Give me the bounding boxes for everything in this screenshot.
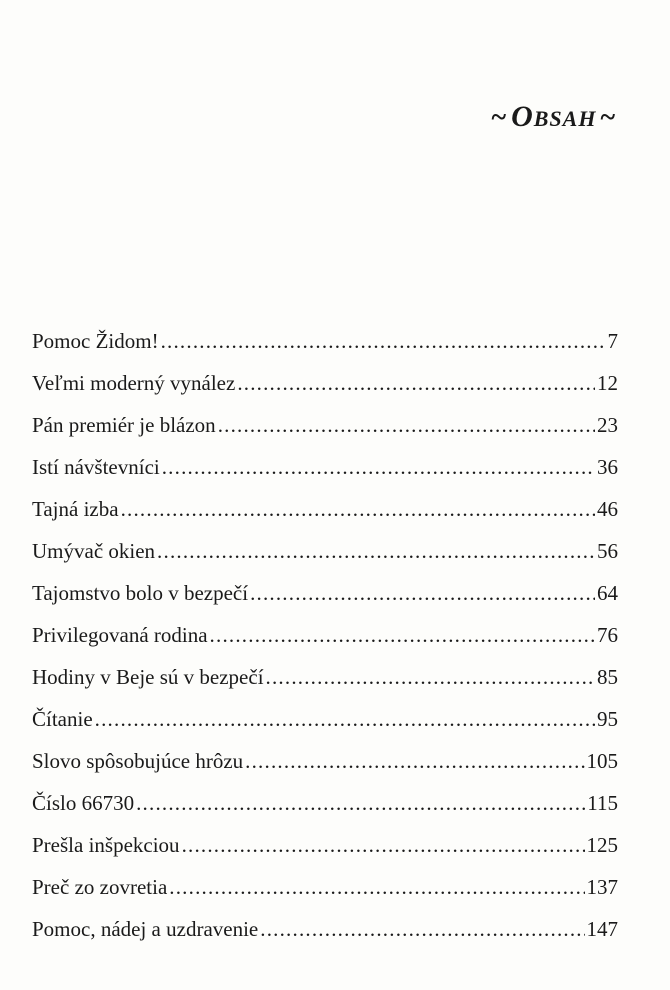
toc-entry-title: Pomoc, nádej a uzdravenie (32, 917, 259, 941)
toc-dot-leader (121, 488, 595, 530)
toc-entry-page: 23 (597, 413, 618, 437)
toc-entry (32, 362, 618, 404)
toc-entry-page: 115 (587, 791, 618, 815)
toc-dot-leader (169, 866, 584, 908)
toc-entry (32, 614, 618, 656)
toc-entry-page: 46 (597, 497, 618, 521)
toc-entry-title: Pán premiér je blázon (32, 413, 216, 437)
toc-entry-title: Číslo 66730 (32, 791, 135, 815)
heading-initial: O (511, 100, 534, 133)
contents-heading (488, 100, 621, 134)
toc-entry-page: 76 (597, 623, 618, 647)
toc-entry-page: 125 (586, 833, 618, 857)
toc-entry-title: Tajomstvo bolo v bezpečí (32, 581, 249, 605)
toc-entry-title: Čítanie (32, 707, 93, 731)
toc-dot-leader (136, 782, 585, 824)
toc-dot-leader (250, 572, 595, 614)
toc-entry (32, 824, 618, 866)
toc-entry (32, 866, 618, 908)
toc-entry-page: 64 (597, 581, 618, 605)
toc-dot-leader (210, 614, 595, 656)
toc-entry (32, 698, 618, 740)
toc-entry-page: 36 (597, 455, 618, 479)
toc-dot-leader (95, 698, 595, 740)
toc-entry-page: 137 (586, 875, 618, 899)
toc-entry-page: 85 (597, 665, 618, 689)
toc-entry-title: Veľmi moderný vynález (32, 371, 236, 395)
toc-entry-title: Istí návštevníci (32, 455, 160, 479)
toc-dot-leader (182, 824, 585, 866)
toc-dot-leader (161, 320, 606, 362)
toc-dot-leader (260, 908, 584, 950)
toc-entry (32, 404, 618, 446)
toc-entry-page: 56 (597, 539, 618, 563)
toc-dot-leader (162, 446, 595, 488)
toc-entry (32, 572, 618, 614)
toc-entry-title: Prešla inšpekciou (32, 833, 180, 857)
toc-dot-leader (245, 740, 584, 782)
toc-entry-title: Privilegovaná rodina (32, 623, 208, 647)
toc-entry-page: 95 (597, 707, 618, 731)
toc-entry-page: 12 (597, 371, 618, 395)
toc-dot-leader (157, 530, 595, 572)
toc-entry-title: Slovo spôsobujúce hrôzu (32, 749, 244, 773)
toc-entry-title: Tajná izba (32, 497, 119, 521)
toc-dot-leader (237, 362, 595, 404)
toc-entry-title: Pomoc Židom! (32, 329, 159, 353)
toc-entry-title: Preč zo zovretia (32, 875, 168, 899)
toc-entry-page: 7 (607, 329, 618, 353)
heading-tilde-left: ~ (491, 102, 508, 133)
toc-entry (32, 656, 618, 698)
toc-entry (32, 446, 618, 488)
toc-entry (32, 320, 618, 362)
toc-entry-page: 147 (586, 917, 618, 941)
toc-dot-leader (218, 404, 595, 446)
toc-entry (32, 908, 618, 950)
toc-entry (32, 782, 618, 824)
heading-rest: BSAH (533, 106, 597, 131)
toc-entry (32, 488, 618, 530)
heading-tilde-right: ~ (600, 102, 616, 133)
toc-entry-title: Hodiny v Beje sú v bezpečí (32, 665, 264, 689)
toc-dot-leader (266, 656, 595, 698)
table-of-contents (32, 320, 618, 950)
toc-entry (32, 740, 618, 782)
toc-entry-page: 105 (586, 749, 618, 773)
toc-entry-title: Umývač okien (32, 539, 156, 563)
toc-entry (32, 530, 618, 572)
